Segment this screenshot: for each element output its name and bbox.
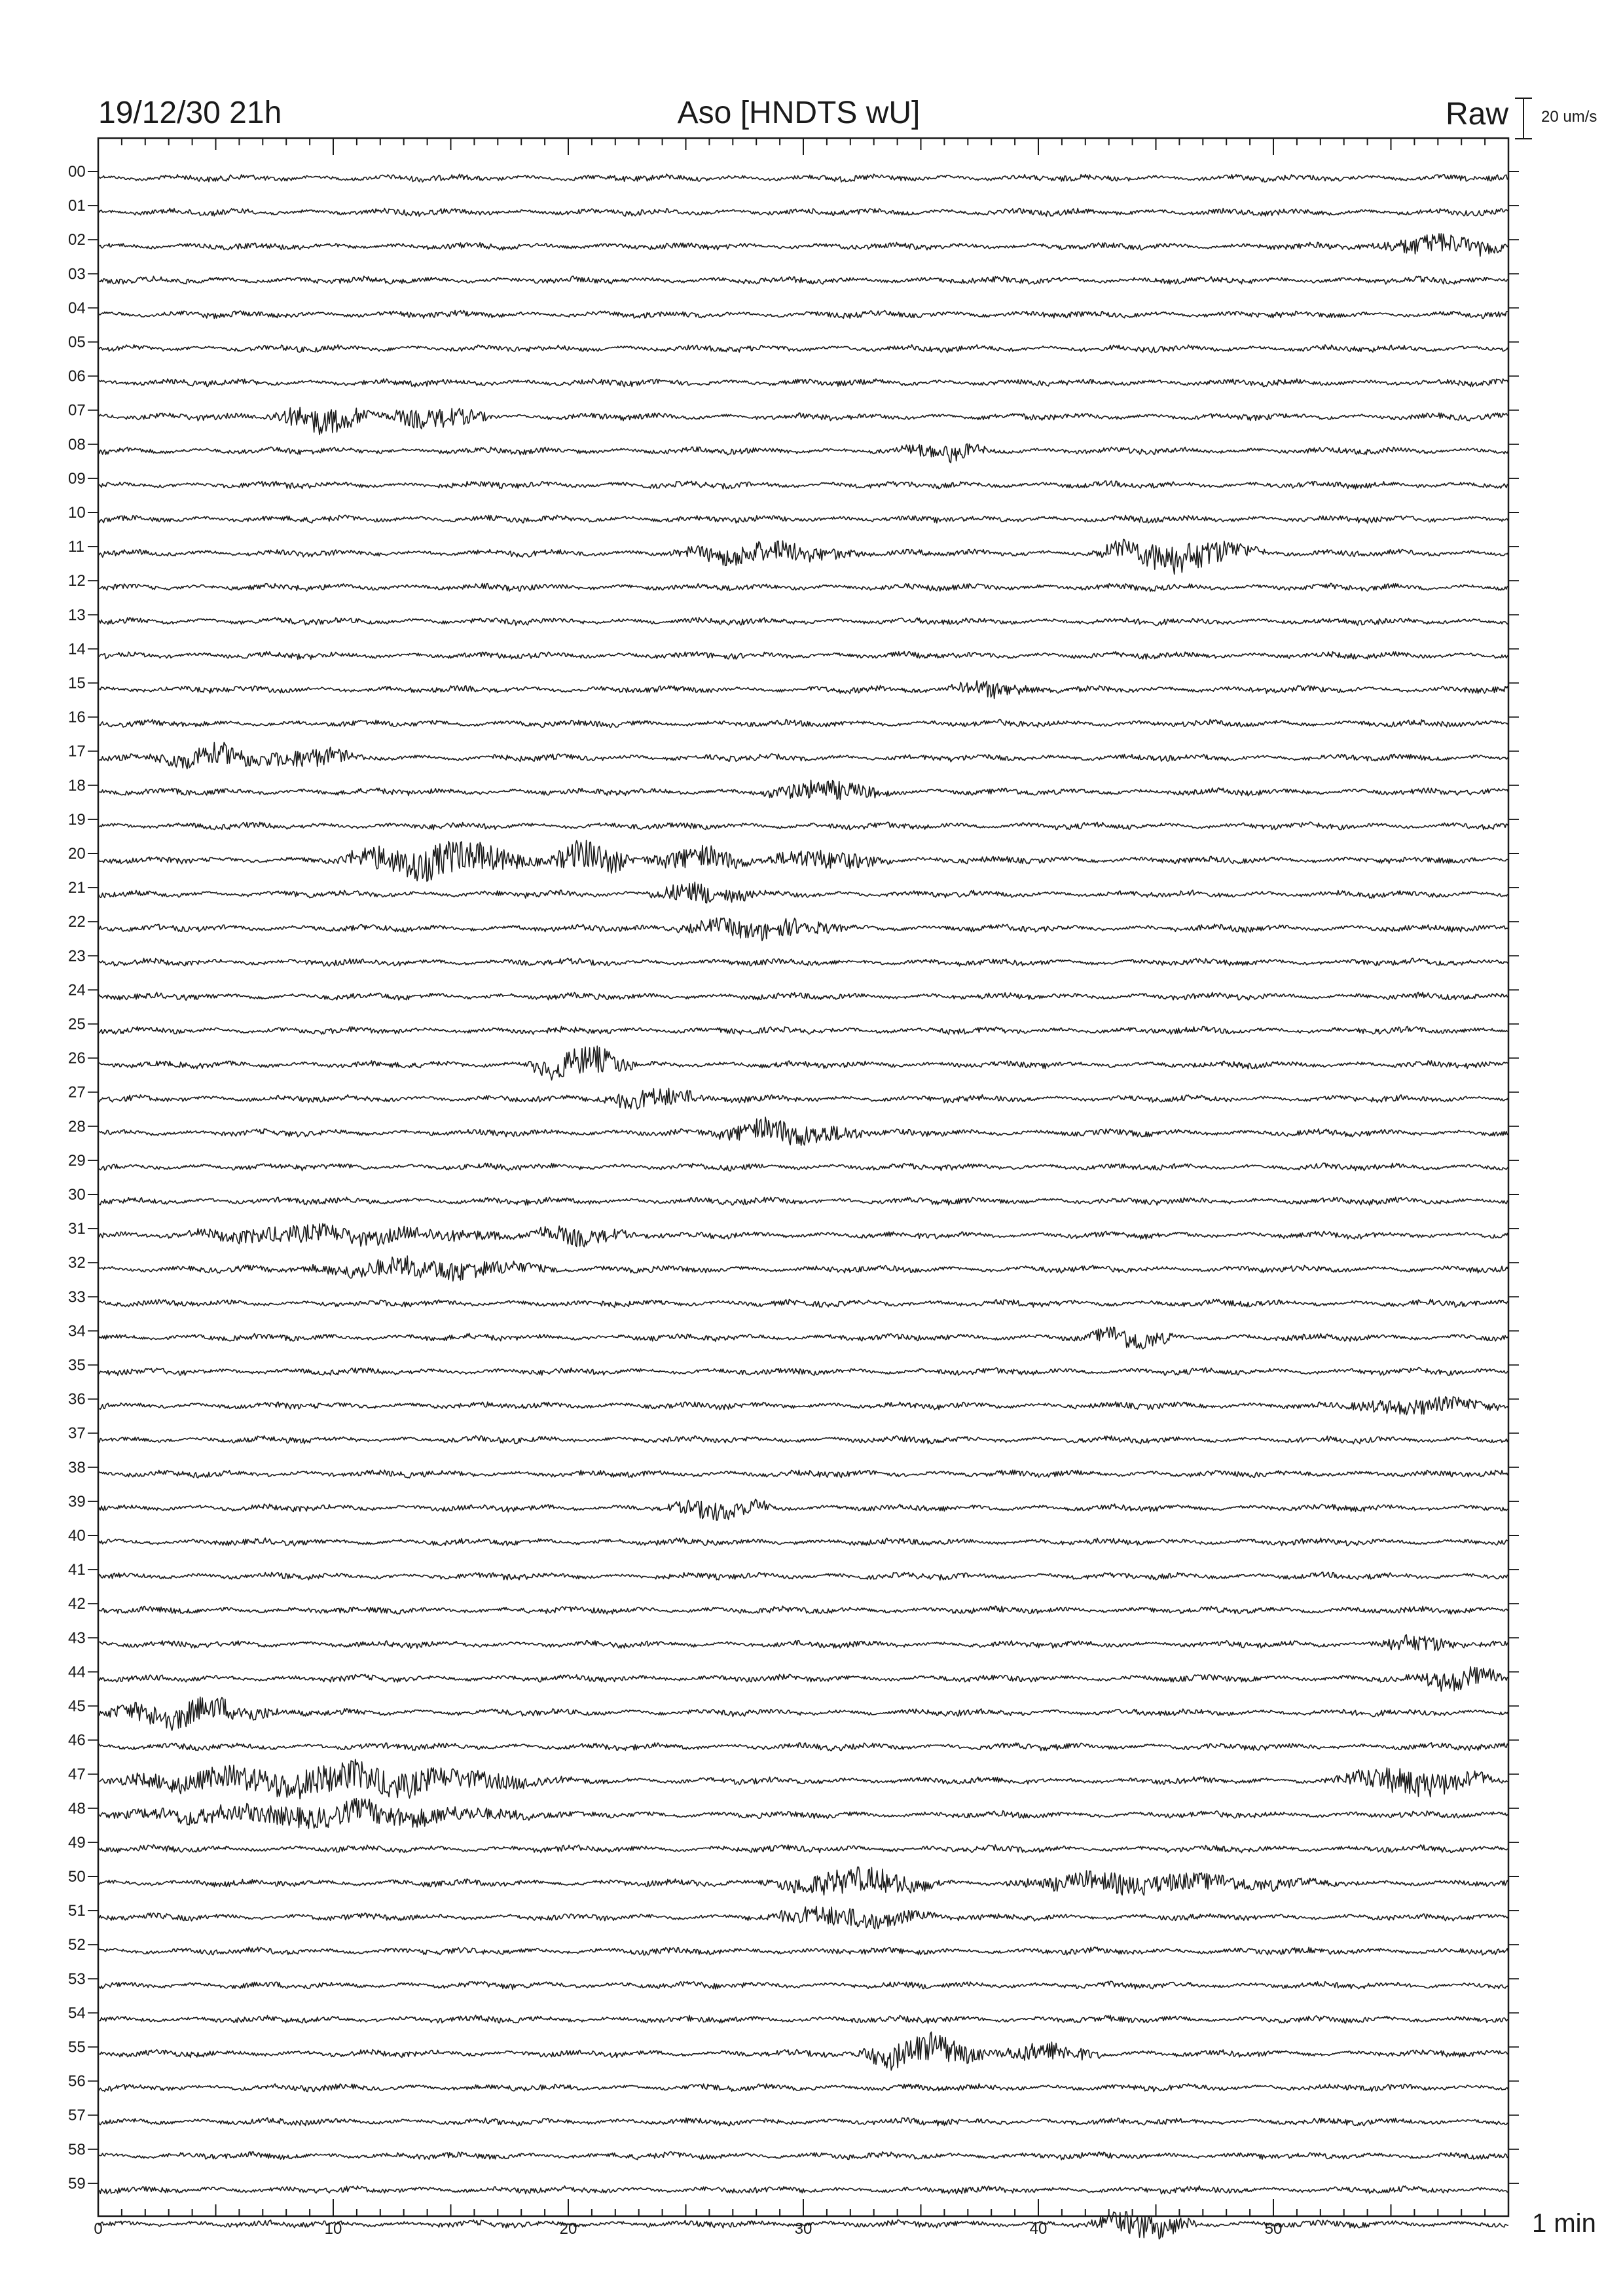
seismic-trace-37 [98,1436,1508,1444]
seismic-trace-43 [98,1635,1508,1651]
seismic-trace-11 [98,539,1508,574]
x-tick-label: 40 [1029,2220,1048,2238]
seismic-trace-13 [98,618,1508,626]
seismic-trace-07 [98,407,1508,435]
row-label: 51 [68,1902,86,1920]
row-label: 40 [68,1527,86,1545]
row-label: 13 [68,606,86,624]
seismic-trace-38 [98,1470,1508,1478]
seismic-trace-16 [98,719,1508,727]
row-label: 00 [68,163,86,181]
seismic-trace-47 [98,1759,1508,1799]
seismic-trace-36 [98,1397,1508,1415]
seismic-trace-08 [98,444,1508,463]
plot-frame [98,138,1508,2216]
row-label: 25 [68,1015,86,1033]
station-title: Aso [HNDTS wU] [677,96,921,130]
row-label: 39 [68,1492,86,1511]
seismic-trace-39 [98,1499,1508,1520]
row-label: 07 [68,401,86,420]
row-label: 06 [68,367,86,386]
seismic-trace-42 [98,1606,1508,1614]
row-label: 38 [68,1458,86,1477]
seismic-trace-27 [98,1088,1508,1109]
seismic-trace-29 [98,1163,1508,1171]
seismic-trace-33 [98,1299,1508,1307]
seismic-trace-46 [98,1743,1508,1751]
row-label: 30 [68,1186,86,1204]
mode-label: Raw [1445,97,1508,132]
row-label: 17 [68,742,86,761]
row-label: 53 [68,1970,86,1988]
row-label: 35 [68,1356,86,1374]
row-label: 19 [68,810,86,829]
seismic-trace-58 [98,2152,1508,2160]
row-label: 28 [68,1117,86,1136]
seismic-trace-19 [98,822,1508,830]
row-label: 36 [68,1390,86,1408]
seismic-trace-03 [98,276,1508,284]
seismic-trace-21 [98,882,1508,903]
seismic-trace-57 [98,2118,1508,2126]
row-label: 59 [68,2174,86,2193]
row-label: 58 [68,2140,86,2159]
seismic-trace-12 [98,583,1508,591]
row-label: 01 [68,197,86,215]
seismic-trace-26 [98,1046,1508,1080]
seismic-trace-51 [98,1907,1508,1929]
tick-group [88,138,1519,2216]
seismic-trace-30 [98,1197,1508,1205]
scale-bar [1515,98,1532,139]
x-tick-label: 10 [324,2220,342,2238]
seismic-trace-00 [98,174,1508,182]
seismic-trace-45 [98,1697,1508,1731]
row-label: 47 [68,1765,86,1784]
row-label: 45 [68,1697,86,1715]
row-label: 42 [68,1595,86,1613]
row-label: 21 [68,879,86,897]
seismic-trace-15 [98,681,1508,698]
row-label: 44 [68,1663,86,1681]
row-label: 22 [68,913,86,931]
seismic-trace-56 [98,2084,1508,2092]
row-label: 11 [68,538,84,556]
row-label: 34 [68,1322,86,1340]
row-label: 26 [68,1049,86,1067]
x-tick-label: 20 [559,2220,577,2238]
row-label: 57 [68,2106,86,2125]
scale-label: 20 um/s [1541,108,1597,126]
seismic-trace-05 [98,345,1508,353]
x-axis-label: 1 min [1532,2209,1596,2238]
seismic-trace-24 [98,992,1508,1000]
seismic-trace-14 [98,652,1508,660]
row-label: 04 [68,299,86,317]
row-label: 12 [68,572,86,590]
seismic-trace-23 [98,958,1508,966]
seismic-trace-20 [98,840,1508,882]
seismic-trace-41 [98,1572,1508,1580]
seismic-trace-55 [98,2032,1508,2070]
row-label: 20 [68,845,86,863]
row-label: 41 [68,1561,86,1579]
x-tick-label: 30 [794,2220,812,2238]
seismic-trace-50 [98,1867,1508,1895]
seismic-trace-53 [98,1981,1508,1989]
row-label: 03 [68,265,86,283]
row-label: 43 [68,1629,86,1647]
seismic-trace-25 [98,1026,1508,1034]
row-label: 37 [68,1424,86,1443]
seismic-trace-01 [98,208,1508,216]
row-label: 10 [68,504,86,522]
datetime-label: 19/12/30 21h [98,96,282,130]
seismic-trace-31 [98,1224,1508,1247]
row-label: 46 [68,1731,86,1749]
seismic-trace-28 [98,1117,1508,1145]
row-label: 09 [68,469,86,488]
seismic-trace-44 [98,1667,1508,1691]
row-label: 05 [68,333,86,351]
seismic-trace-18 [98,780,1508,799]
row-label: 14 [68,640,86,658]
row-label: 18 [68,776,86,795]
row-label: 29 [68,1151,86,1170]
seismic-trace-48 [98,1799,1508,1829]
x-tick-label: 50 [1264,2220,1283,2238]
seismic-trace-52 [98,1947,1508,1955]
x-tick-label: 0 [94,2220,103,2238]
row-label: 49 [68,1833,86,1852]
seismic-trace-54 [98,2015,1508,2023]
row-label: 33 [68,1288,86,1306]
row-label: 23 [68,947,86,965]
seismic-trace-59 [98,2186,1508,2194]
seismic-trace-04 [98,310,1508,318]
seismic-trace-06 [98,379,1508,387]
row-label: 24 [68,981,86,999]
seismic-trace-02 [98,234,1508,256]
seismic-trace-22 [98,918,1508,941]
row-label: 48 [68,1799,86,1818]
seismic-trace-09 [98,481,1508,489]
row-label: 15 [68,674,86,692]
seismic-trace-34 [98,1327,1508,1349]
row-label: 16 [68,708,86,726]
seismic-trace-32 [98,1256,1508,1281]
seismic-trace-49 [98,1845,1508,1853]
row-label: 02 [68,231,86,249]
seismic-trace-17 [98,742,1508,768]
seismic-trace-35 [98,1368,1508,1376]
row-label: 52 [68,1936,86,1954]
row-label: 50 [68,1868,86,1886]
row-label: 32 [68,1254,86,1272]
row-label: 08 [68,435,86,454]
row-label-group [68,163,86,2193]
seismic-trace-10 [98,515,1508,523]
row-label: 54 [68,2004,86,2022]
row-label: 56 [68,2072,86,2090]
trace-group [98,174,1508,2239]
seismic-trace-40 [98,1538,1508,1546]
row-label: 31 [68,1220,86,1238]
row-label: 55 [68,2038,86,2056]
row-label: 27 [68,1083,86,1102]
